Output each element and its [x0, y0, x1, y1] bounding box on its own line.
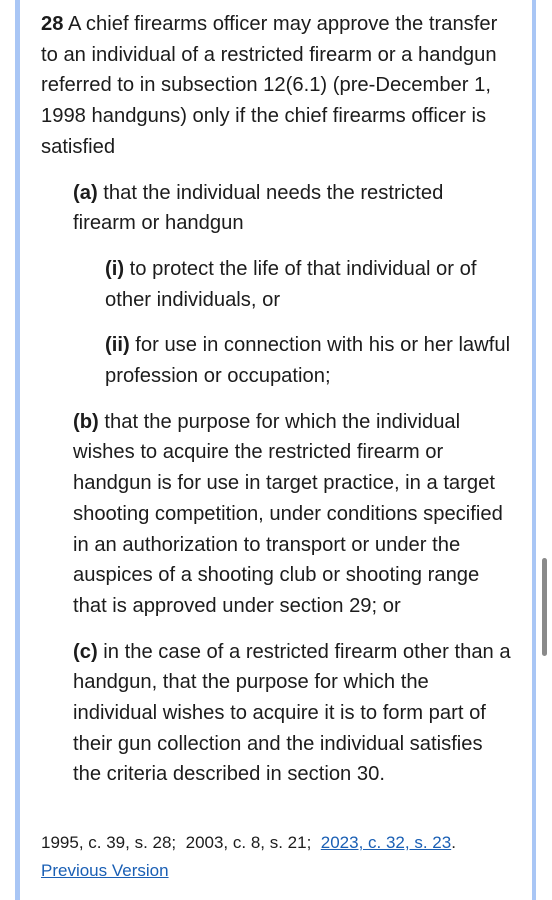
subparagraph-i [105, 254, 511, 315]
section-intro [41, 9, 511, 163]
left-border-rule [15, 0, 20, 900]
paragraph-c-text: in the case of a restricted firearm other than a handgun, that the purpose for which the individual wishes to acquire it is to form part of their gun collection and the individual satisfies the criteria described in section 30. [73, 640, 511, 786]
section-intro-text: A chief firearms officer may approve the transfer to an individual of a restricted firearm or a handgun referred to in subsection 12(6.1) (pre-December 1, 1998 handguns) only if the chief firearms officer is satisfied [41, 13, 498, 158]
citation-2023-link[interactable]: 2023, c. 32, s. 23 [320, 833, 452, 852]
section-28-content [41, 9, 511, 790]
citation-line [41, 829, 521, 857]
paragraph-a-text: that the individual needs the restricted firearm or handgun [73, 181, 444, 235]
paragraph-b-text: that the purpose for which the individual wishes to acquire the restricted firearm or handgun is for use in target practice, in a target shooting competition, under conditions specified in an authorization to transport or under the auspices of a shooting club or shooting range that is approved under section 29; or [73, 410, 503, 617]
subparagraph-ii [105, 330, 511, 391]
citation-1995: 1995, c. 39, s. 28; [41, 833, 177, 852]
paragraph-b [73, 407, 511, 622]
paragraph-a-label: (a) [73, 181, 98, 204]
citation-end-period: . [451, 833, 456, 852]
subparagraph-ii-label: (ii) [105, 334, 130, 357]
subparagraph-i-text: to protect the life of that individual or of other individuals, or [105, 257, 477, 311]
section-number: 28 [41, 13, 64, 35]
amendment-history [41, 829, 521, 885]
scrollbar-thumb[interactable] [542, 558, 547, 656]
subparagraph-i-label: (i) [105, 257, 125, 280]
paragraph-c [73, 637, 511, 791]
subparagraph-ii-text: for use in connection with his or her lawful profession or occupation; [105, 334, 511, 388]
right-border-rule [532, 0, 536, 900]
paragraph-c-label: (c) [73, 640, 98, 663]
paragraph-a [73, 178, 511, 239]
citation-2003: 2003, c. 8, s. 21; [185, 833, 312, 852]
previous-version-link[interactable]: Previous Version [41, 861, 169, 880]
paragraph-b-label: (b) [73, 410, 99, 433]
